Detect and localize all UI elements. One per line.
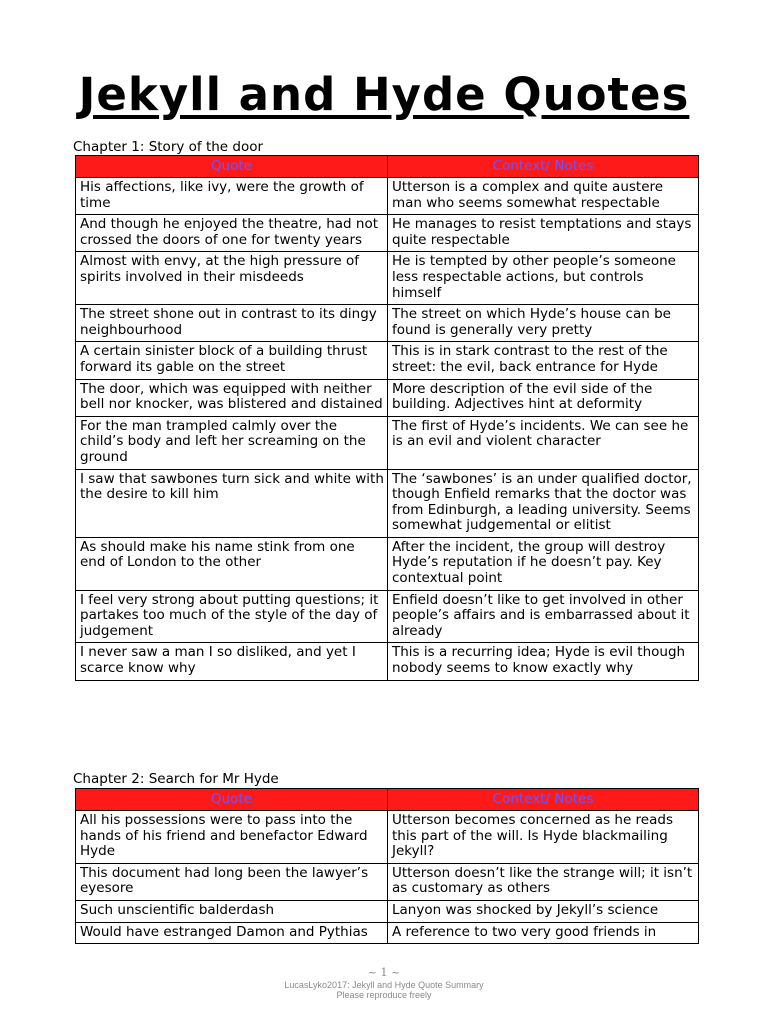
quote-column-header: Quote <box>76 789 388 811</box>
table-row <box>76 416 699 469</box>
notes-cell: The first of Hyde’s incidents. We can see he is an evil and violent character <box>388 416 699 469</box>
quote-column-header: Quote <box>76 156 388 178</box>
quote-cell: The door, which was equipped with neither bell nor knocker, was blistered and distained <box>76 379 388 416</box>
table-row <box>76 178 699 215</box>
notes-cell: After the incident, the group will destroy Hyde’s reputation if he doesn’t pay. Key contextual point <box>388 537 699 590</box>
notes-cell: He is tempted by other people’s someone less respectable actions, but controls himself <box>388 252 699 305</box>
quote-cell: For the man trampled calmly over the child’s body and left her screaming on the ground <box>76 416 388 469</box>
table-row <box>76 922 699 944</box>
table-row <box>76 215 699 252</box>
notes-cell: The ‘sawbones’ is an under qualified doctor, though Enfield remarks that the doctor was from Edinburgh, a leading university. Seems somewhat judgemental or elitist <box>388 469 699 537</box>
chapter-2-quotes-table <box>75 788 699 944</box>
table-row <box>76 811 699 864</box>
quote-cell: Would have estranged Damon and Pythias <box>76 922 388 944</box>
table-row <box>76 590 699 643</box>
footer-credit: LucasLyko2017: Jekyll and Hyde Quote Summary <box>284 980 484 990</box>
table-header-row <box>76 156 699 178</box>
notes-cell: Utterson doesn’t like the strange will; it isn’t as customary as others <box>388 863 699 900</box>
quote-cell: His affections, like ivy, were the growth of time <box>76 178 388 215</box>
notes-column-header: Context/ Notes <box>388 156 699 178</box>
notes-cell: More description of the evil side of the building. Adjectives hint at deformity <box>388 379 699 416</box>
table-row <box>76 900 699 922</box>
quote-cell: I feel very strong about putting questions; it partakes too much of the style of the day of judgement <box>76 590 388 643</box>
notes-cell: He manages to resist temptations and stays quite respectable <box>388 215 699 252</box>
quote-cell: Such unscientific balderdash <box>76 900 388 922</box>
page-title: Jekyll and Hyde Quotes <box>78 68 690 121</box>
notes-cell: Lanyon was shocked by Jekyll’s science <box>388 900 699 922</box>
table-row <box>76 252 699 305</box>
quote-cell: I saw that sawbones turn sick and white with the desire to kill him <box>76 469 388 537</box>
table-row <box>76 469 699 537</box>
table-row <box>76 537 699 590</box>
quote-cell: And though he enjoyed the theatre, had not crossed the doors of one for twenty years <box>76 215 388 252</box>
table-row <box>76 863 699 900</box>
quote-cell: Almost with envy, at the high pressure of spirits involved in their misdeeds <box>76 252 388 305</box>
notes-cell: Utterson is a complex and quite austere man who seems somewhat respectable <box>388 178 699 215</box>
table-header-row <box>76 789 699 811</box>
table-row <box>76 379 699 416</box>
notes-cell: Utterson becomes concerned as he reads this part of the will. Is Hyde blackmailing Jekyll? <box>388 811 699 864</box>
quote-cell: This document had long been the lawyer’s eyesore <box>76 863 388 900</box>
notes-cell: A reference to two very good friends in <box>388 922 699 944</box>
notes-column-header: Context/ Notes <box>388 789 699 811</box>
notes-cell: The street on which Hyde’s house can be found is generally very pretty <box>388 305 699 342</box>
notes-cell: This is in stark contrast to the rest of the street: the evil, back entrance for Hyde <box>388 342 699 379</box>
chapter-2-heading: Chapter 2: Search for Mr Hyde <box>73 771 279 787</box>
chapter-1-heading: Chapter 1: Story of the door <box>73 139 264 155</box>
quote-cell: All his possessions were to pass into the hands of his friend and benefactor Edward Hyde <box>76 811 388 864</box>
table-row <box>76 305 699 342</box>
table-row <box>76 342 699 379</box>
quote-cell: A certain sinister block of a building thrust forward its gable on the street <box>76 342 388 379</box>
quote-cell: I never saw a man I so disliked, and yet I scarce know why <box>76 643 388 680</box>
chapter-1-quotes-table <box>75 155 699 681</box>
table-row <box>76 643 699 680</box>
page-number: ~ 1 ~ <box>367 966 401 979</box>
quote-cell: The street shone out in contrast to its dingy neighbourhood <box>76 305 388 342</box>
notes-cell: This is a recurring idea; Hyde is evil though nobody seems to know exactly why <box>388 643 699 680</box>
notes-cell: Enfield doesn’t like to get involved in other people’s affairs and is embarrassed about it already <box>388 590 699 643</box>
quote-cell: As should make his name stink from one end of London to the other <box>76 537 388 590</box>
footer-note: Please reproduce freely <box>336 990 432 1000</box>
